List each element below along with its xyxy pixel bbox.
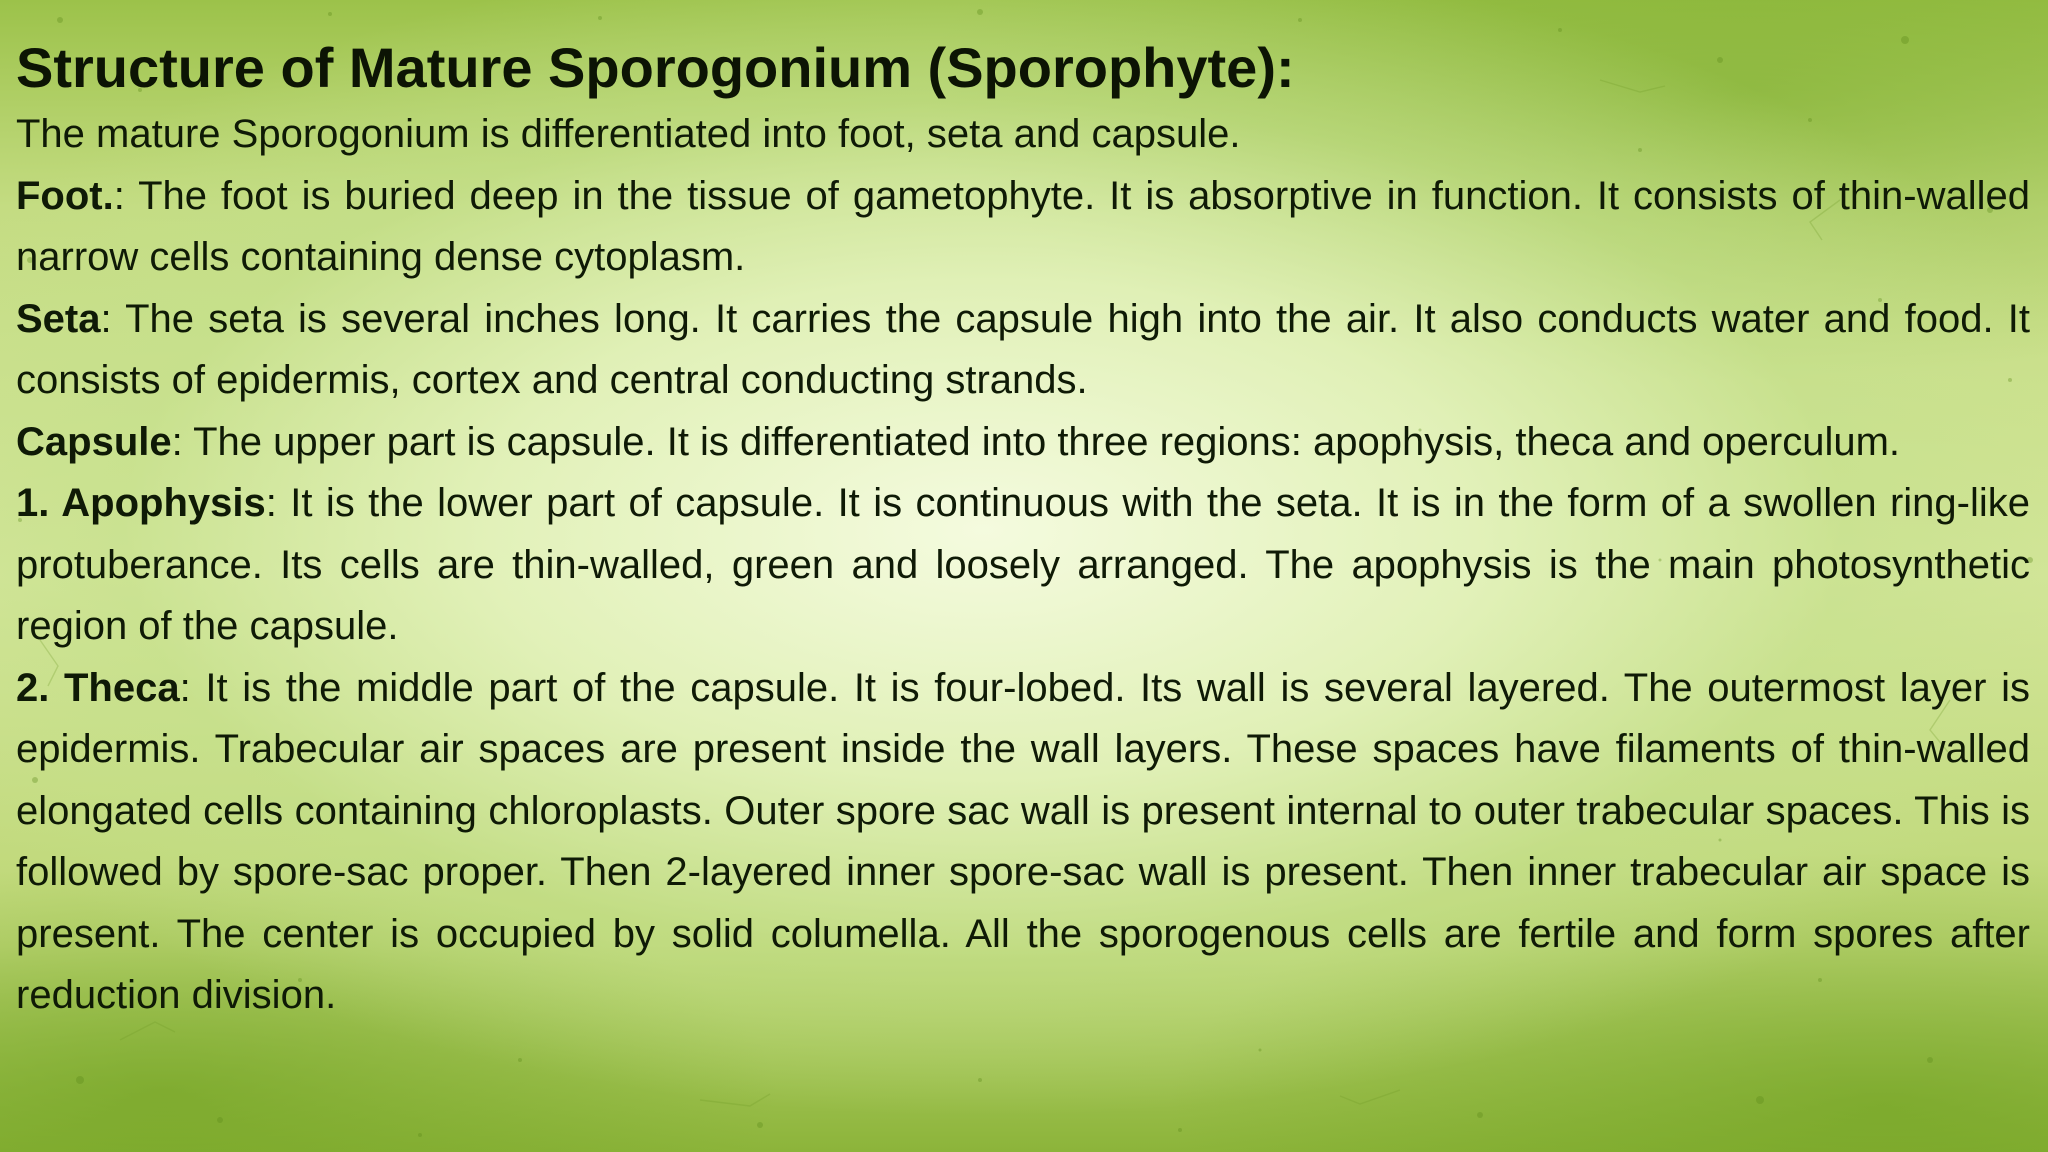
- term-foot: Foot.: [16, 173, 114, 218]
- term-seta: Seta: [16, 296, 101, 341]
- paragraph-theca: [16, 658, 2030, 1027]
- text-theca: : It is the middle part of the capsule. It is four-lobed. Its wall is several layered. The outermost layer is epidermis. Trabecular air spaces are present inside the wall layers. These spaces have filaments of thin-walled elongated cells containing chloroplasts. Outer spore sac wall is present internal to outer trabecular spaces. This is followed by spore-sac proper. Then 2-layered inner spore-sac wall is present. Then inner trabecular air space is present. The center is occupied by solid columella. All the sporogenous cells are fertile and form spores after reduction division.: [16, 665, 2031, 1017]
- paragraph-capsule: [16, 412, 2030, 474]
- paragraph-apophysis: [16, 473, 2030, 658]
- paragraph-seta: [16, 289, 2030, 412]
- text-apophysis: : It is the lower part of capsule. It is continuous with the seta. It is in the form of a swollen ring-like protuberance. Its cells are thin-walled, green and loosely arranged. The apophysis is the main photosynthetic region of the capsule.: [16, 481, 2030, 648]
- slide-title: Structure of Mature Sporogonium (Sporophyte):: [16, 36, 1295, 99]
- text-seta: : The seta is several inches long. It carries the capsule high into the air. It also conducts water and food. It consists of epidermis, cortex and central conducting strands.: [16, 296, 2030, 402]
- text-capsule: : The upper part is capsule. It is differentiated into three regions: apophysis, theca and operculum.: [171, 419, 1901, 464]
- term-theca: 2. Theca: [16, 665, 180, 710]
- term-apophysis: 1. Apophysis: [16, 481, 266, 525]
- slide-content: [16, 34, 2030, 1027]
- text-foot: : The foot is buried deep in the tissue of gametophyte. It is absorptive in function. It consists of thin-walled narrow cells containing dense cytoplasm.: [16, 173, 2030, 279]
- paragraph-foot: [16, 166, 2030, 289]
- intro-paragraph: The mature Sporogonium is differentiated into foot, seta and capsule.: [16, 112, 1241, 156]
- term-capsule: Capsule: [16, 419, 172, 464]
